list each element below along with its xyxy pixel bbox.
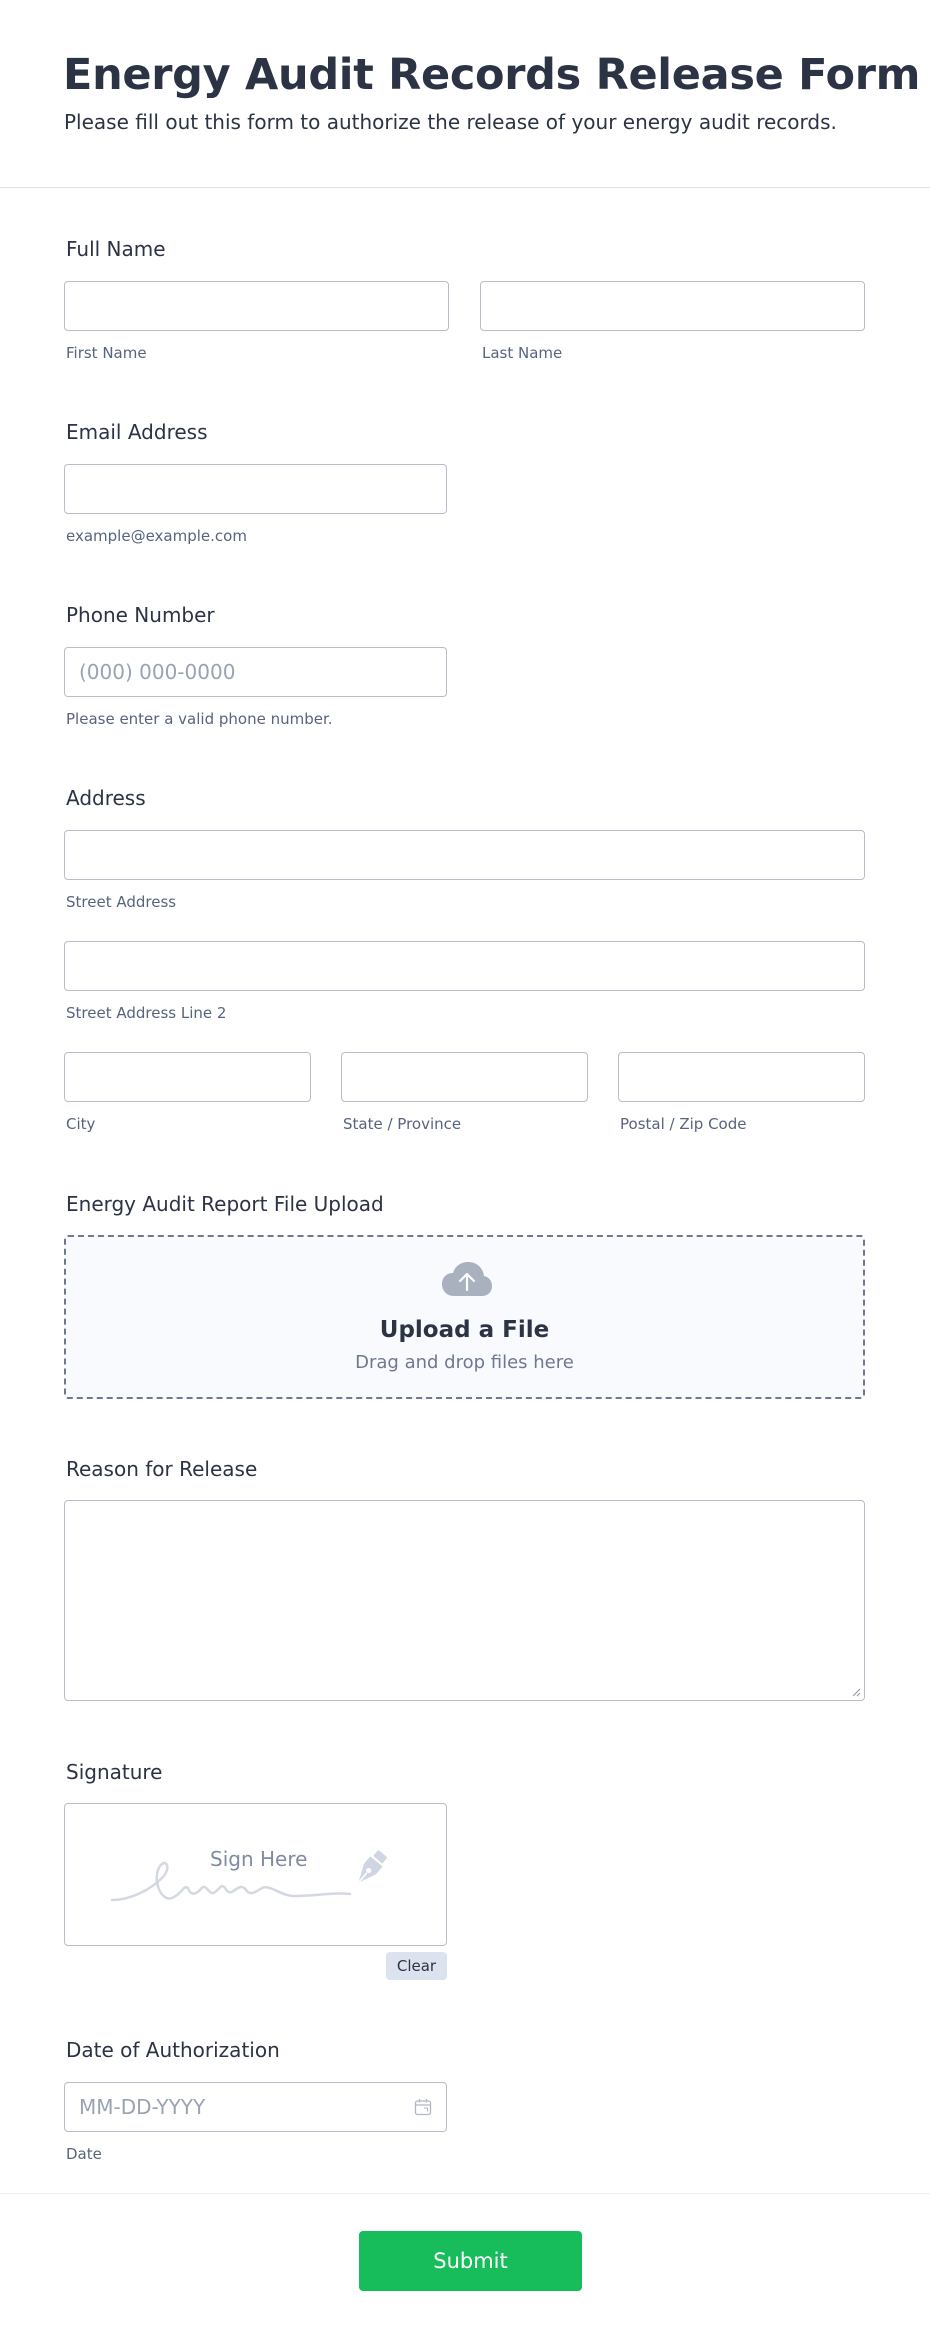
- last-name-input[interactable]: [480, 281, 865, 331]
- address-label: Address: [66, 786, 146, 810]
- reason-label: Reason for Release: [66, 1457, 258, 1481]
- signature-placeholder: Sign Here: [210, 1847, 308, 1871]
- footer-divider: [0, 2193, 930, 2194]
- phone-input[interactable]: [64, 647, 447, 697]
- upload-hint: Drag and drop files here: [355, 1352, 574, 1373]
- full-name-label: Full Name: [66, 237, 166, 261]
- first-name-sublabel: First Name: [66, 344, 147, 362]
- form-title: Energy Audit Records Release Form: [63, 50, 921, 100]
- submit-button[interactable]: Submit: [359, 2231, 582, 2291]
- last-name-sublabel: Last Name: [482, 344, 563, 362]
- phone-label: Phone Number: [66, 603, 215, 627]
- street-address-sublabel: Street Address: [66, 893, 177, 911]
- phone-placeholder: (000) 000-0000: [79, 660, 236, 684]
- file-upload-dropzone[interactable]: [64, 1235, 865, 1399]
- pen-nib-icon: [348, 1847, 392, 1891]
- state-input[interactable]: [341, 1052, 588, 1102]
- form-subtitle: Please fill out this form to authorize the release of your energy audit records.: [64, 110, 837, 134]
- calendar-icon[interactable]: [414, 2098, 432, 2116]
- cloud-upload-icon: [442, 1262, 492, 1298]
- resize-handle-icon[interactable]: [851, 1687, 861, 1697]
- reason-textarea[interactable]: [64, 1500, 865, 1701]
- street-address-line2-input[interactable]: [64, 941, 865, 991]
- first-name-input[interactable]: [64, 281, 449, 331]
- street-address-line2-sublabel: Street Address Line 2: [66, 1004, 227, 1022]
- signature-pad[interactable]: [64, 1803, 447, 1946]
- date-input[interactable]: [64, 2082, 447, 2132]
- upload-label: Energy Audit Report File Upload: [66, 1192, 384, 1216]
- city-input[interactable]: [64, 1052, 311, 1102]
- email-sublabel: example@example.com: [66, 527, 247, 545]
- email-label: Email Address: [66, 420, 208, 444]
- clear-signature-button[interactable]: Clear: [386, 1952, 447, 1980]
- zip-sublabel: Postal / Zip Code: [620, 1115, 747, 1133]
- form-header: [0, 0, 930, 188]
- date-sublabel: Date: [66, 2145, 102, 2163]
- state-sublabel: State / Province: [343, 1115, 462, 1133]
- street-address-input[interactable]: [64, 830, 865, 880]
- email-input[interactable]: [64, 464, 447, 514]
- upload-title: Upload a File: [379, 1317, 550, 1343]
- zip-input[interactable]: [618, 1052, 865, 1102]
- phone-sublabel: Please enter a valid phone number.: [66, 710, 333, 728]
- date-placeholder: MM-DD-YYYY: [79, 2095, 206, 2119]
- signature-label: Signature: [66, 1760, 163, 1784]
- date-label: Date of Authorization: [66, 2038, 280, 2062]
- city-sublabel: City: [66, 1115, 96, 1133]
